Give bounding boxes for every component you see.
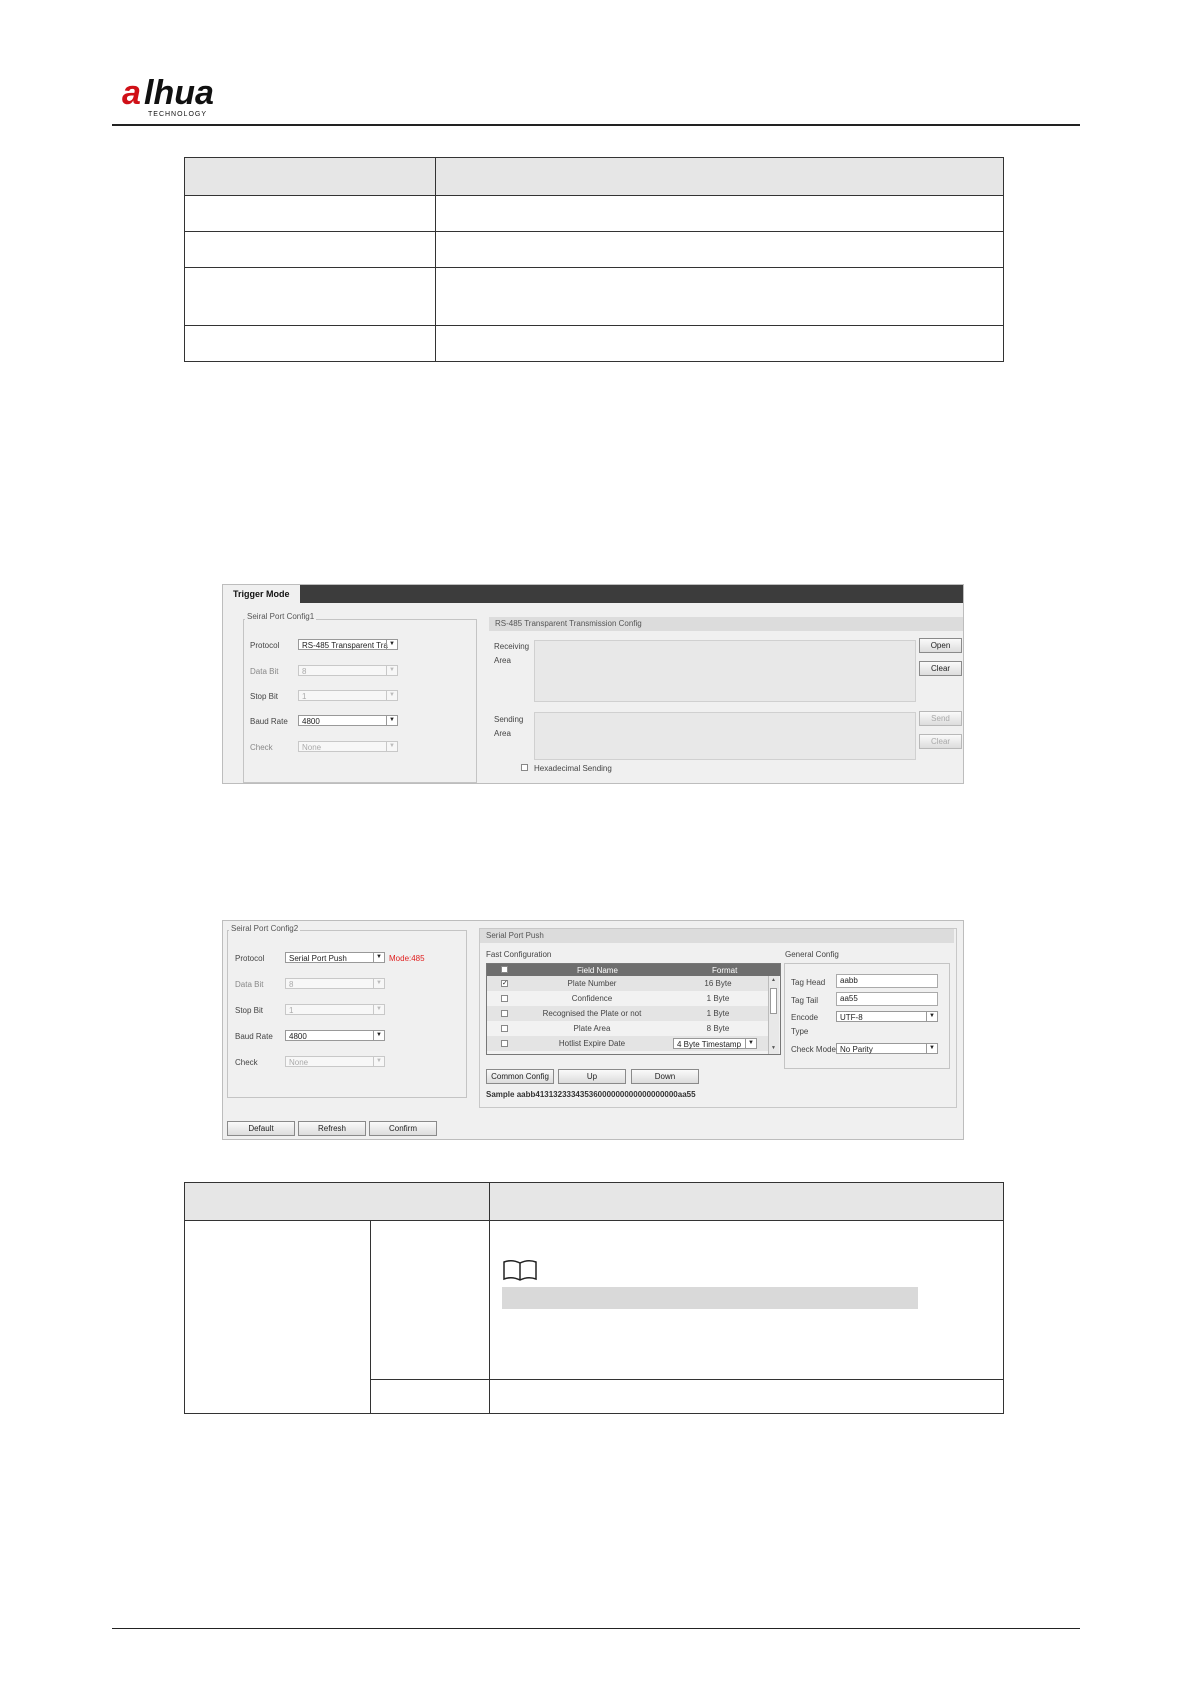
encode-type-label: Type <box>791 1027 809 1036</box>
chevron-down-icon: ▼ <box>373 1005 384 1014</box>
open-button[interactable]: Open <box>919 638 962 653</box>
trigger-mode-screenshot <box>222 584 964 784</box>
format-header: Format <box>712 966 738 975</box>
protocol-select[interactable]: RS-485 Transparent Tra ▼ <box>298 639 398 650</box>
dahua-logo <box>122 74 262 120</box>
rs485-section-title: RS-485 Transparent Transmission Config <box>489 617 963 631</box>
table-cell <box>436 158 1004 196</box>
table-cell <box>185 196 436 232</box>
hex-sending-label: Hexadecimal Sending <box>534 764 612 773</box>
field-name-cell: Plate Area <box>573 1024 611 1033</box>
table-row <box>185 1221 1004 1380</box>
grid-scrollbar[interactable] <box>768 976 779 1054</box>
sending-area-label: Area <box>494 729 511 738</box>
scroll-up-icon[interactable]: ▲ <box>771 977 776 983</box>
row-checkbox[interactable] <box>501 1040 508 1047</box>
serial-port-config1-title: Seiral Port Config1 <box>247 612 315 621</box>
row-checkbox[interactable] <box>501 1010 508 1017</box>
sending-label: Sending <box>494 715 524 724</box>
grid-header <box>487 964 780 976</box>
field-name-cell: Plate Number <box>567 979 617 988</box>
encode-label: Encode <box>791 1013 819 1022</box>
grid-row[interactable] <box>487 1021 768 1036</box>
table-row <box>185 326 1004 362</box>
table-cell <box>185 232 436 268</box>
note-box <box>502 1259 1002 1309</box>
default-button[interactable]: Default <box>227 1121 295 1136</box>
format-cell: 8 Byte <box>706 1024 730 1033</box>
tab-trigger-mode[interactable]: Trigger Mode <box>223 585 300 603</box>
table-cell <box>490 1221 1004 1380</box>
stop-bit-label: Stop Bit <box>250 692 279 701</box>
tag-head-label: Tag Head <box>791 978 826 987</box>
check-label: Check <box>235 1058 258 1067</box>
encode-select[interactable]: UTF-8 ▼ <box>836 1011 938 1022</box>
protocol-select[interactable]: Serial Port Push ▼ <box>285 952 385 963</box>
check-select[interactable]: None ▼ <box>298 741 398 752</box>
table-cell <box>185 268 436 326</box>
check-mode-label: Check Mode <box>791 1045 836 1054</box>
table-cell <box>436 326 1004 362</box>
chevron-down-icon: ▼ <box>386 742 397 751</box>
chevron-down-icon: ▼ <box>386 666 397 675</box>
down-button[interactable]: Down <box>631 1069 699 1084</box>
grid-row[interactable] <box>487 976 768 991</box>
serial-port-push-screenshot <box>222 920 964 1140</box>
table-cell <box>436 268 1004 326</box>
chevron-down-icon: ▼ <box>745 1039 756 1048</box>
table-cell <box>370 1380 489 1414</box>
format-select[interactable] <box>673 1038 757 1049</box>
tag-tail-input[interactable]: aa55 <box>836 992 938 1006</box>
table-cell <box>185 326 436 362</box>
table-cell <box>185 158 436 196</box>
stop-bit-select[interactable]: 1 ▼ <box>298 690 398 701</box>
check-mode-select[interactable]: No Parity ▼ <box>836 1043 938 1054</box>
stop-bit-label: Stop Bit <box>235 1006 264 1015</box>
sample-line <box>486 1090 696 1099</box>
table-row <box>185 196 1004 232</box>
chevron-down-icon: ▼ <box>373 1057 384 1066</box>
baud-rate-select[interactable]: 4800 ▼ <box>298 715 398 726</box>
table-row <box>185 268 1004 326</box>
data-bit-label: Data Bit <box>250 667 279 676</box>
grid-row[interactable] <box>487 1036 768 1051</box>
chevron-down-icon: ▼ <box>373 1031 384 1040</box>
clear-receive-button[interactable]: Clear <box>919 661 962 676</box>
svg-text:a: a <box>122 74 141 112</box>
protocol-label: Protocol <box>250 641 280 650</box>
chevron-down-icon: ▼ <box>386 691 397 700</box>
row-checkbox[interactable] <box>501 1025 508 1032</box>
send-button[interactable]: Send <box>919 711 962 726</box>
grid-row[interactable] <box>487 991 768 1006</box>
tab-bar <box>223 585 963 603</box>
grid-row[interactable] <box>487 1006 768 1021</box>
receiving-area-label: Area <box>494 656 511 665</box>
tag-head-input[interactable]: aabb <box>836 974 938 988</box>
table-cell <box>185 1221 371 1414</box>
footer-rule <box>112 1628 1080 1629</box>
clear-send-button[interactable]: Clear <box>919 734 962 749</box>
data-bit-select[interactable]: 8 ▼ <box>298 665 398 676</box>
select-all-checkbox[interactable] <box>501 966 508 973</box>
parameter-table-1 <box>184 157 1004 362</box>
stop-bit-select[interactable]: 1 ▼ <box>285 1004 385 1015</box>
field-name-header: Field Name <box>577 966 618 975</box>
baud-rate-select[interactable]: 4800 ▼ <box>285 1030 385 1041</box>
baud-rate-label: Baud Rate <box>250 717 288 726</box>
table-cell <box>490 1183 1004 1221</box>
header-rule <box>112 124 1080 126</box>
sample-label: Sample <box>486 1090 515 1099</box>
baud-rate-label: Baud Rate <box>235 1032 273 1041</box>
sending-area[interactable] <box>534 712 916 760</box>
field-name-cell: Hotlist Expire Date <box>558 1039 626 1048</box>
tag-tail-label: Tag Tail <box>791 996 818 1005</box>
book-icon <box>502 1259 542 1283</box>
table-cell <box>436 196 1004 232</box>
mode-text: Mode:485 <box>389 954 425 963</box>
field-name-cell: Recognised the Plate or not <box>542 1009 642 1018</box>
chevron-down-icon: ▼ <box>386 640 397 649</box>
format-cell: 16 Byte <box>704 979 732 988</box>
chevron-down-icon: ▼ <box>373 979 384 988</box>
row-checkbox[interactable] <box>501 995 508 1002</box>
confirm-button[interactable]: Confirm <box>369 1121 437 1136</box>
format-cell: 1 Byte <box>706 1009 730 1018</box>
table-row <box>185 232 1004 268</box>
receiving-area[interactable] <box>534 640 916 702</box>
table-cell <box>370 1221 489 1380</box>
note-bar <box>502 1287 918 1309</box>
format-value: 4 Byte Timestamp <box>677 1040 742 1049</box>
table-cell <box>490 1380 1004 1414</box>
general-config-title: General Config <box>785 950 839 959</box>
serial-port-push-title: Serial Port Push <box>480 929 954 943</box>
data-bit-select[interactable]: 8 ▼ <box>285 978 385 989</box>
fast-config-grid <box>486 963 781 1055</box>
table-header-row <box>185 158 1004 196</box>
field-name-cell: Confidence <box>571 994 613 1003</box>
chevron-down-icon: ▼ <box>373 953 384 962</box>
scroll-thumb[interactable] <box>770 988 777 1014</box>
protocol-label: Protocol <box>235 954 265 963</box>
receiving-label: Receiving <box>494 642 530 651</box>
serial-port-config2-title: Seiral Port Config2 <box>231 924 299 933</box>
fast-config-title: Fast Configuration <box>486 950 552 959</box>
check-label: Check <box>250 743 273 752</box>
chevron-down-icon: ▼ <box>926 1044 937 1053</box>
scroll-down-icon[interactable]: ▼ <box>771 1045 776 1051</box>
refresh-button[interactable]: Refresh <box>298 1121 366 1136</box>
common-config-button[interactable]: Common Config <box>486 1069 554 1084</box>
row-checkbox[interactable]: ✓ <box>502 980 508 987</box>
parameter-table-2 <box>184 1182 1004 1414</box>
data-bit-label: Data Bit <box>235 980 264 989</box>
sample-value: aabb41313233343536000000000000000000aa55 <box>516 1090 696 1099</box>
svg-text:lhua: lhua <box>144 74 214 112</box>
chevron-down-icon: ▼ <box>926 1012 937 1021</box>
hex-sending-checkbox[interactable] <box>521 764 528 771</box>
check-select[interactable]: None ▼ <box>285 1056 385 1067</box>
table-cell <box>436 232 1004 268</box>
table-header-row <box>185 1183 1004 1221</box>
chevron-down-icon: ▼ <box>386 716 397 725</box>
table-cell <box>185 1183 490 1221</box>
svg-text:TECHNOLOGY: TECHNOLOGY <box>148 111 208 118</box>
format-cell: 1 Byte <box>706 994 730 1003</box>
up-button[interactable]: Up <box>558 1069 626 1084</box>
